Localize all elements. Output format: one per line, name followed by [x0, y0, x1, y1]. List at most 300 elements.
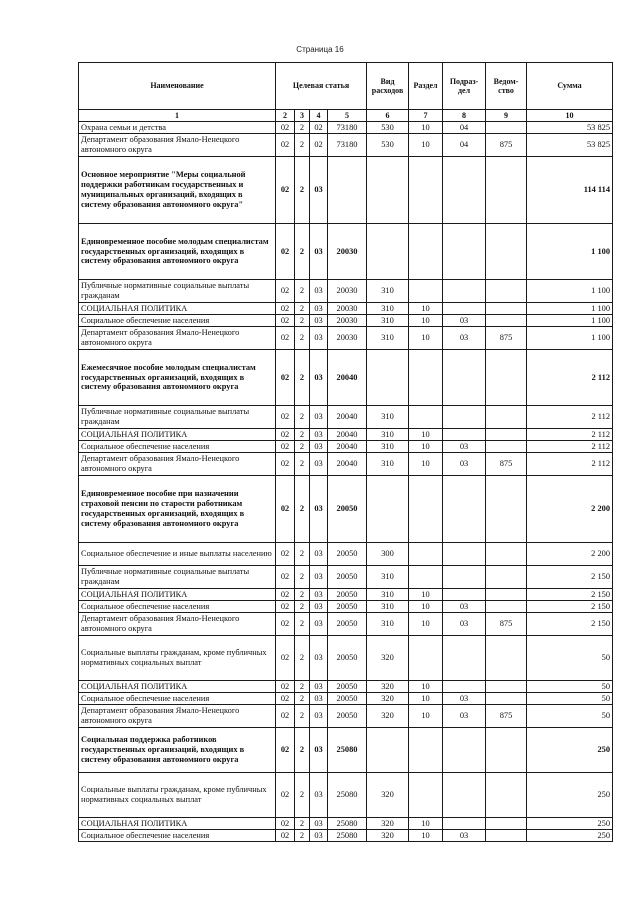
- target-code-direction: 20030: [328, 315, 367, 327]
- row-name: Социальное обеспечение и иные выплаты населению: [79, 543, 276, 566]
- expense-type: [367, 476, 409, 543]
- table-row: [79, 406, 613, 429]
- section: 10: [409, 818, 443, 830]
- section: 10: [409, 693, 443, 705]
- table-row: [79, 705, 613, 728]
- target-code-direction: 20050: [328, 693, 367, 705]
- expense-type: 300: [367, 543, 409, 566]
- department: [486, 303, 527, 315]
- table-row: [79, 566, 613, 589]
- target-code-direction: 20030: [328, 224, 367, 280]
- row-name: Публичные нормативные социальные выплаты гражданам: [79, 566, 276, 589]
- section: 10: [409, 453, 443, 476]
- target-code-program: 02: [276, 280, 295, 303]
- amount: 2 150: [527, 589, 613, 601]
- column-number-row: [79, 110, 613, 122]
- table-row: [79, 315, 613, 327]
- amount: 1 100: [527, 224, 613, 280]
- section: [409, 728, 443, 773]
- expense-type: 310: [367, 453, 409, 476]
- target-code-subprogram: 2: [295, 636, 310, 681]
- target-code-subprogram: 2: [295, 303, 310, 315]
- row-name: Охрана семьи и детства: [79, 122, 276, 134]
- amount: 2 112: [527, 453, 613, 476]
- department: [486, 280, 527, 303]
- target-code-program: 02: [276, 589, 295, 601]
- target-code-subprogram: 2: [295, 543, 310, 566]
- target-code-event: 03: [310, 830, 328, 842]
- target-code-direction: 20050: [328, 601, 367, 613]
- expense-type: [367, 350, 409, 406]
- table-row: [79, 122, 613, 134]
- target-code-program: 02: [276, 601, 295, 613]
- expense-type: 310: [367, 303, 409, 315]
- amount: 2 112: [527, 406, 613, 429]
- target-code-subprogram: 2: [295, 589, 310, 601]
- expense-type: [367, 224, 409, 280]
- amount: 2 150: [527, 566, 613, 589]
- target-code-subprogram: 2: [295, 429, 310, 441]
- subsection: 04: [443, 122, 486, 134]
- amount: 250: [527, 773, 613, 818]
- amount: 53 825: [527, 122, 613, 134]
- target-code-program: 02: [276, 566, 295, 589]
- subsection: [443, 636, 486, 681]
- expense-type: [367, 728, 409, 773]
- row-name: Департамент образования Ямало-Ненецкого автономного округа: [79, 705, 276, 728]
- target-code-event: 03: [310, 693, 328, 705]
- amount: 2 112: [527, 350, 613, 406]
- target-code-program: 02: [276, 543, 295, 566]
- section: [409, 476, 443, 543]
- subsection: 03: [443, 830, 486, 842]
- table-row: [79, 773, 613, 818]
- amount: 1 100: [527, 315, 613, 327]
- target-code-event: 03: [310, 303, 328, 315]
- target-code-program: 02: [276, 303, 295, 315]
- subsection: 03: [443, 315, 486, 327]
- subsection: [443, 728, 486, 773]
- table-row: [79, 224, 613, 280]
- table-row: [79, 429, 613, 441]
- target-code-program: 02: [276, 441, 295, 453]
- row-name: Департамент образования Ямало-Ненецкого автономного округа: [79, 613, 276, 636]
- department: [486, 601, 527, 613]
- subsection: 03: [443, 441, 486, 453]
- subsection: [443, 773, 486, 818]
- target-code-program: 02: [276, 705, 295, 728]
- row-name: Департамент образования Ямало-Ненецкого автономного округа: [79, 134, 276, 157]
- section: 10: [409, 589, 443, 601]
- target-code-program: 02: [276, 818, 295, 830]
- column-number: 7: [409, 110, 443, 122]
- section: [409, 773, 443, 818]
- target-code-program: 02: [276, 406, 295, 429]
- target-code-program: 02: [276, 134, 295, 157]
- department: [486, 429, 527, 441]
- table-row: [79, 453, 613, 476]
- section: 10: [409, 122, 443, 134]
- amount: 114 114: [527, 157, 613, 224]
- department: 875: [486, 453, 527, 476]
- target-code-program: 02: [276, 315, 295, 327]
- amount: 2 200: [527, 476, 613, 543]
- expense-type: 310: [367, 441, 409, 453]
- subsection: [443, 350, 486, 406]
- subsection: [443, 543, 486, 566]
- section: [409, 543, 443, 566]
- header-section: Раздел: [409, 63, 443, 110]
- target-code-direction: 20050: [328, 705, 367, 728]
- table-row: [79, 613, 613, 636]
- row-name: Единовременное пособие молодым специалистам государственных организаций, входящих в систему образования автономного округа: [79, 224, 276, 280]
- column-number: 5: [328, 110, 367, 122]
- subsection: [443, 589, 486, 601]
- subsection: [443, 681, 486, 693]
- subsection: 03: [443, 327, 486, 350]
- department: 875: [486, 613, 527, 636]
- row-name: СОЦИАЛЬНАЯ ПОЛИТИКА: [79, 818, 276, 830]
- target-code-event: 03: [310, 441, 328, 453]
- subsection: [443, 429, 486, 441]
- row-name: Социальная поддержка работников государственных организаций, входящих в систему образования автономного округа: [79, 728, 276, 773]
- page-label: Страница 16: [296, 45, 344, 54]
- column-number: 10: [527, 110, 613, 122]
- table-row: [79, 441, 613, 453]
- header-subsection: Подраз-дел: [443, 63, 486, 110]
- target-code-event: 03: [310, 327, 328, 350]
- expense-type: 320: [367, 818, 409, 830]
- department: [486, 830, 527, 842]
- section: [409, 350, 443, 406]
- column-number: 4: [310, 110, 328, 122]
- amount: 1 100: [527, 327, 613, 350]
- section: 10: [409, 441, 443, 453]
- target-code-program: 02: [276, 350, 295, 406]
- column-number: 9: [486, 110, 527, 122]
- target-code-event: 03: [310, 280, 328, 303]
- amount: 250: [527, 818, 613, 830]
- table-row: [79, 601, 613, 613]
- expense-type: 530: [367, 122, 409, 134]
- department: [486, 818, 527, 830]
- target-code-direction: 20040: [328, 441, 367, 453]
- table-row: [79, 134, 613, 157]
- target-code-direction: 20050: [328, 636, 367, 681]
- row-name: Социальные выплаты гражданам, кроме публичных нормативных социальных выплат: [79, 636, 276, 681]
- table-row: [79, 476, 613, 543]
- table-row: [79, 350, 613, 406]
- target-code-program: 02: [276, 224, 295, 280]
- target-code-event: 03: [310, 636, 328, 681]
- table-row: [79, 589, 613, 601]
- expense-type: 320: [367, 830, 409, 842]
- column-number: 1: [79, 110, 276, 122]
- target-code-subprogram: 2: [295, 134, 310, 157]
- expense-type: 320: [367, 681, 409, 693]
- table-row: [79, 830, 613, 842]
- department: 875: [486, 134, 527, 157]
- target-code-direction: 20040: [328, 453, 367, 476]
- table-row: [79, 681, 613, 693]
- target-code-subprogram: 2: [295, 157, 310, 224]
- target-code-subprogram: 2: [295, 693, 310, 705]
- section: 10: [409, 830, 443, 842]
- department: [486, 315, 527, 327]
- amount: 250: [527, 728, 613, 773]
- row-name: Ежемесячное пособие молодым специалистам государственных организаций, входящих в систему образования автономного округа: [79, 350, 276, 406]
- column-number: 6: [367, 110, 409, 122]
- table-row: [79, 280, 613, 303]
- header-name: Наименование: [79, 63, 276, 110]
- department: [486, 681, 527, 693]
- target-code-subprogram: 2: [295, 441, 310, 453]
- target-code-direction: 20040: [328, 406, 367, 429]
- target-code-event: 02: [310, 134, 328, 157]
- section: 10: [409, 681, 443, 693]
- department: [486, 728, 527, 773]
- subsection: [443, 476, 486, 543]
- target-code-direction: 25080: [328, 830, 367, 842]
- expense-type: 310: [367, 406, 409, 429]
- amount: 2 112: [527, 429, 613, 441]
- target-code-program: 02: [276, 327, 295, 350]
- department: [486, 224, 527, 280]
- target-code-program: 02: [276, 681, 295, 693]
- target-code-direction: 20050: [328, 543, 367, 566]
- expense-type: 320: [367, 773, 409, 818]
- amount: 50: [527, 705, 613, 728]
- department: 875: [486, 705, 527, 728]
- target-code-subprogram: 2: [295, 818, 310, 830]
- target-code-event: 03: [310, 224, 328, 280]
- expense-type: 320: [367, 705, 409, 728]
- table-header-row: [79, 63, 613, 110]
- row-name: Единовременное пособие при назначении страховой пенсии по старости работникам государственных организаций, входящих в систему образования автономного округа: [79, 476, 276, 543]
- target-code-subprogram: 2: [295, 122, 310, 134]
- department: [486, 636, 527, 681]
- target-code-event: 03: [310, 818, 328, 830]
- target-code-subprogram: 2: [295, 681, 310, 693]
- target-code-direction: 20050: [328, 589, 367, 601]
- department: [486, 566, 527, 589]
- section: [409, 157, 443, 224]
- row-name: Департамент образования Ямало-Ненецкого автономного округа: [79, 453, 276, 476]
- target-code-direction: 20050: [328, 566, 367, 589]
- section: [409, 406, 443, 429]
- row-name: Департамент образования Ямало-Ненецкого автономного округа: [79, 327, 276, 350]
- section: 10: [409, 327, 443, 350]
- target-code-event: 03: [310, 350, 328, 406]
- target-code-event: 03: [310, 315, 328, 327]
- target-code-direction: 20040: [328, 429, 367, 441]
- budget-table: [78, 62, 613, 842]
- target-code-subprogram: 2: [295, 350, 310, 406]
- target-code-subprogram: 2: [295, 476, 310, 543]
- subsection: [443, 406, 486, 429]
- section: [409, 280, 443, 303]
- section: 10: [409, 613, 443, 636]
- section: 10: [409, 429, 443, 441]
- target-code-direction: 73180: [328, 122, 367, 134]
- department: [486, 406, 527, 429]
- target-code-event: 03: [310, 705, 328, 728]
- amount: 2 112: [527, 441, 613, 453]
- amount: 53 825: [527, 134, 613, 157]
- target-code-event: 03: [310, 728, 328, 773]
- amount: 50: [527, 681, 613, 693]
- target-code-direction: 20050: [328, 613, 367, 636]
- target-code-subprogram: 2: [295, 705, 310, 728]
- target-code-program: 02: [276, 636, 295, 681]
- header-exp-type: Вид расходов: [367, 63, 409, 110]
- department: 875: [486, 327, 527, 350]
- target-code-program: 02: [276, 429, 295, 441]
- target-code-subprogram: 2: [295, 830, 310, 842]
- section: [409, 224, 443, 280]
- target-code-event: 03: [310, 406, 328, 429]
- target-code-subprogram: 2: [295, 327, 310, 350]
- target-code-subprogram: 2: [295, 406, 310, 429]
- department: [486, 773, 527, 818]
- target-code-program: 02: [276, 773, 295, 818]
- section: 10: [409, 705, 443, 728]
- section: 10: [409, 315, 443, 327]
- target-code-event: 03: [310, 157, 328, 224]
- subsection: 04: [443, 134, 486, 157]
- table-row: [79, 157, 613, 224]
- column-number: 2: [276, 110, 295, 122]
- department: [486, 157, 527, 224]
- section: 10: [409, 303, 443, 315]
- target-code-event: 03: [310, 543, 328, 566]
- row-name: Социальное обеспечение населения: [79, 601, 276, 613]
- target-code-event: 03: [310, 613, 328, 636]
- table-row: [79, 818, 613, 830]
- subsection: [443, 566, 486, 589]
- expense-type: 310: [367, 280, 409, 303]
- row-name: СОЦИАЛЬНАЯ ПОЛИТИКА: [79, 681, 276, 693]
- target-code-event: 02: [310, 122, 328, 134]
- target-code-direction: 25080: [328, 773, 367, 818]
- subsection: 03: [443, 453, 486, 476]
- column-number: 8: [443, 110, 486, 122]
- table-row: [79, 303, 613, 315]
- row-name: Социальное обеспечение населения: [79, 693, 276, 705]
- table-row: [79, 327, 613, 350]
- table-row: [79, 636, 613, 681]
- target-code-subprogram: 2: [295, 280, 310, 303]
- target-code-event: 03: [310, 476, 328, 543]
- row-name: Социальное обеспечение населения: [79, 315, 276, 327]
- expense-type: 310: [367, 566, 409, 589]
- department: [486, 589, 527, 601]
- target-code-subprogram: 2: [295, 224, 310, 280]
- target-code-program: 02: [276, 613, 295, 636]
- amount: 50: [527, 636, 613, 681]
- section: [409, 566, 443, 589]
- expense-type: 310: [367, 589, 409, 601]
- target-code-program: 02: [276, 693, 295, 705]
- target-code-subprogram: 2: [295, 773, 310, 818]
- expense-type: 320: [367, 693, 409, 705]
- row-name: Публичные нормативные социальные выплаты гражданам: [79, 280, 276, 303]
- header-target: Целевая статья: [276, 63, 367, 110]
- table-row: [79, 728, 613, 773]
- table-row: [79, 693, 613, 705]
- expense-type: 310: [367, 315, 409, 327]
- table-body: [79, 122, 613, 842]
- target-code-program: 02: [276, 122, 295, 134]
- target-code-program: 02: [276, 157, 295, 224]
- expense-type: 310: [367, 327, 409, 350]
- row-name: Публичные нормативные социальные выплаты гражданам: [79, 406, 276, 429]
- subsection: [443, 157, 486, 224]
- department: [486, 122, 527, 134]
- target-code-program: 02: [276, 728, 295, 773]
- target-code-event: 03: [310, 453, 328, 476]
- target-code-direction: 20030: [328, 303, 367, 315]
- target-code-event: 03: [310, 681, 328, 693]
- row-name: Социальные выплаты гражданам, кроме публичных нормативных социальных выплат: [79, 773, 276, 818]
- amount: 50: [527, 693, 613, 705]
- amount: 2 150: [527, 613, 613, 636]
- row-name: Основное мероприятие "Меры социальной поддержки работникам государственных и муниципальных организаций, входящих в систему образования автономного округа": [79, 157, 276, 224]
- target-code-direction: 20050: [328, 476, 367, 543]
- target-code-subprogram: 2: [295, 566, 310, 589]
- target-code-subprogram: 2: [295, 601, 310, 613]
- target-code-subprogram: 2: [295, 315, 310, 327]
- target-code-direction: [328, 157, 367, 224]
- expense-type: 310: [367, 429, 409, 441]
- section: 10: [409, 134, 443, 157]
- amount: 2 200: [527, 543, 613, 566]
- expense-type: [367, 157, 409, 224]
- expense-type: 310: [367, 601, 409, 613]
- target-code-event: 03: [310, 589, 328, 601]
- subsection: 03: [443, 693, 486, 705]
- section: 10: [409, 601, 443, 613]
- target-code-program: 02: [276, 830, 295, 842]
- subsection: [443, 224, 486, 280]
- row-name: СОЦИАЛЬНАЯ ПОЛИТИКА: [79, 589, 276, 601]
- subsection: [443, 303, 486, 315]
- target-code-subprogram: 2: [295, 728, 310, 773]
- amount: 1 100: [527, 303, 613, 315]
- header-sum: Сумма: [527, 63, 613, 110]
- subsection: [443, 818, 486, 830]
- expense-type: 320: [367, 636, 409, 681]
- target-code-program: 02: [276, 476, 295, 543]
- target-code-direction: 20030: [328, 327, 367, 350]
- row-name: Социальное обеспечение населения: [79, 830, 276, 842]
- target-code-direction: 25080: [328, 728, 367, 773]
- subsection: 03: [443, 705, 486, 728]
- department: [486, 693, 527, 705]
- target-code-subprogram: 2: [295, 613, 310, 636]
- row-name: Социальное обеспечение населения: [79, 441, 276, 453]
- target-code-direction: 73180: [328, 134, 367, 157]
- target-code-event: 03: [310, 429, 328, 441]
- subsection: [443, 280, 486, 303]
- department: [486, 350, 527, 406]
- amount: 2 150: [527, 601, 613, 613]
- column-number: 3: [295, 110, 310, 122]
- table-row: [79, 543, 613, 566]
- target-code-event: 03: [310, 566, 328, 589]
- expense-type: 530: [367, 134, 409, 157]
- department: [486, 441, 527, 453]
